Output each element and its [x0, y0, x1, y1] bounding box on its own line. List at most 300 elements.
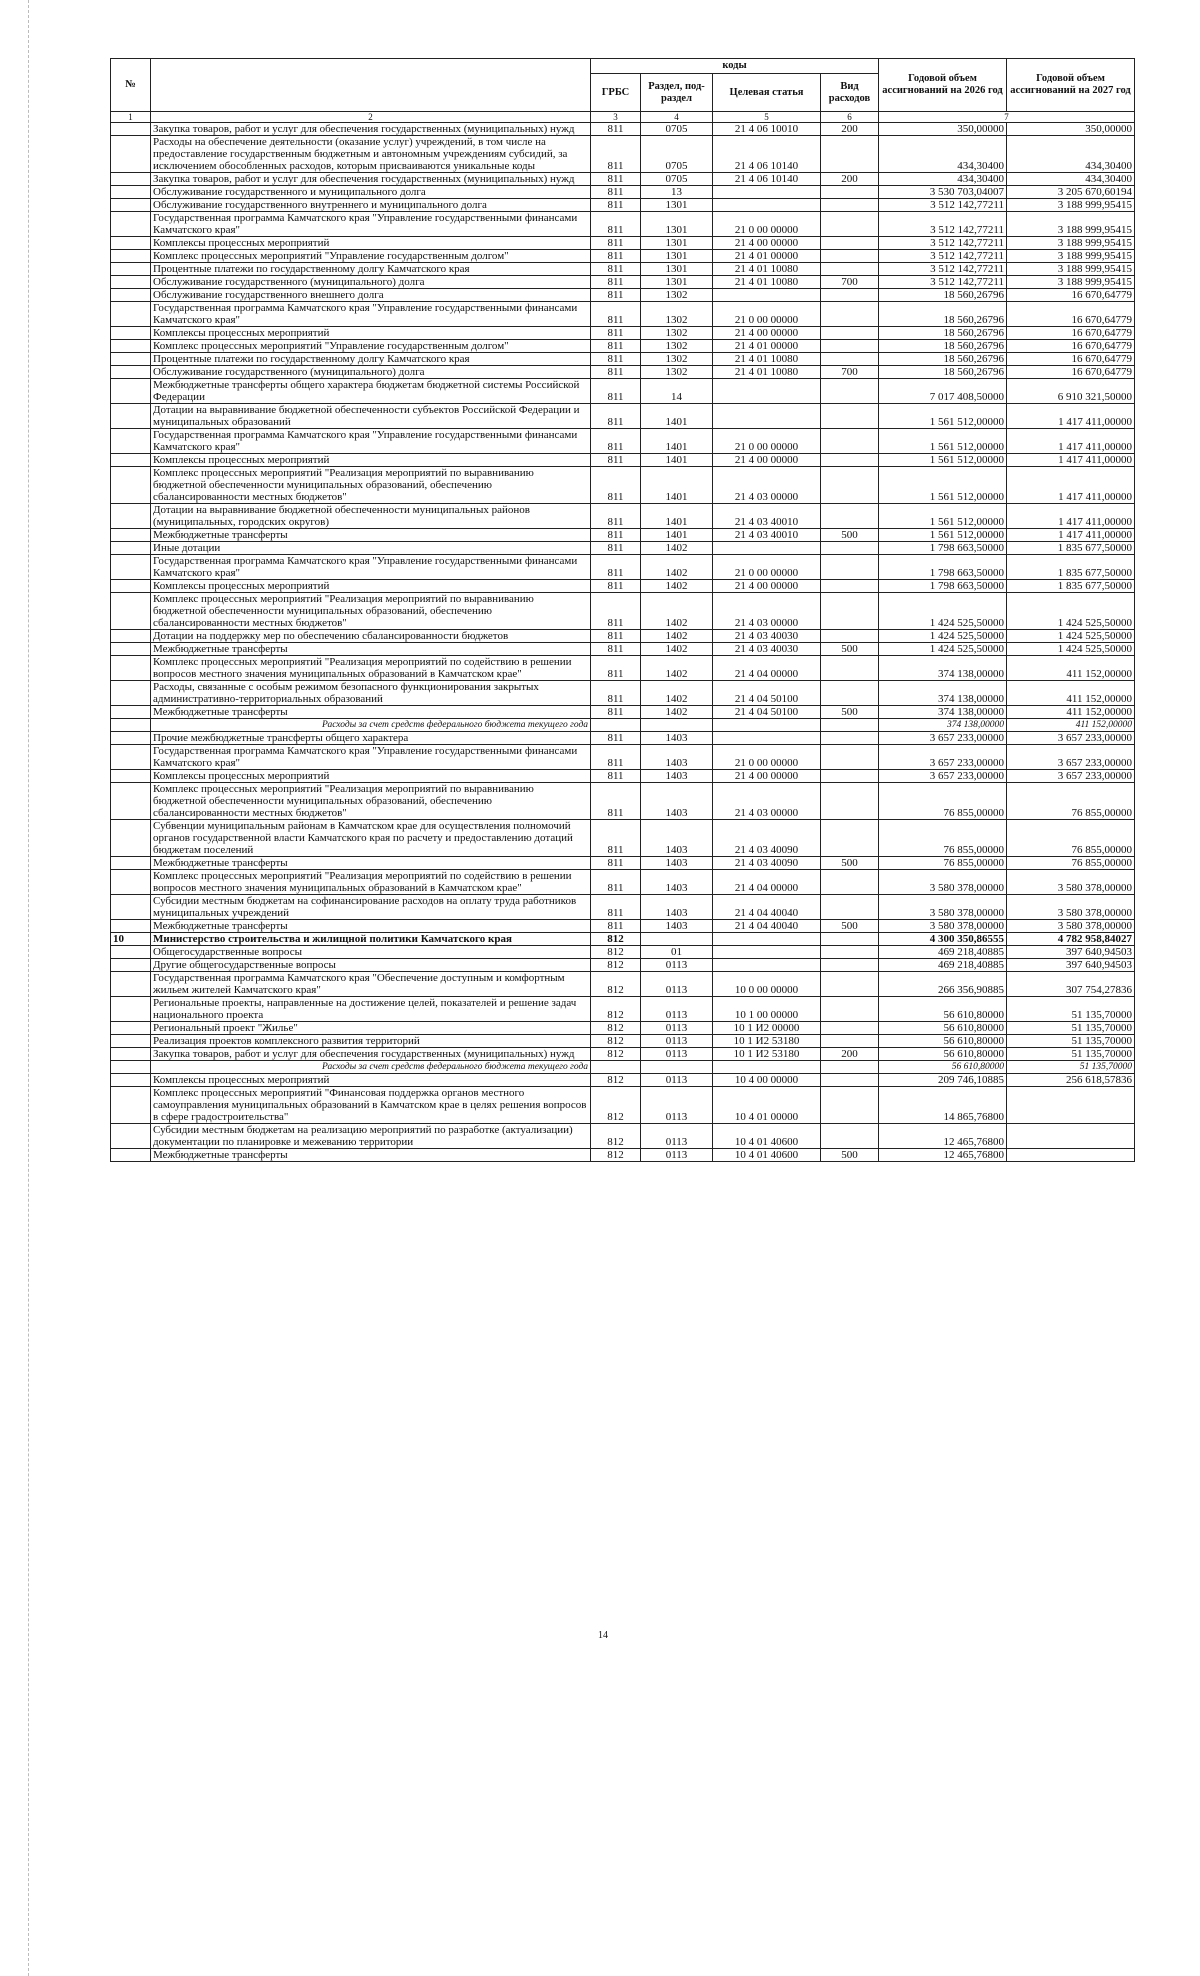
table-row	[111, 237, 1135, 250]
grbs-cell: 811	[591, 302, 641, 327]
target-cell	[713, 933, 821, 946]
col-number-header: №	[111, 59, 151, 112]
target-cell: 21 4 04 50100	[713, 706, 821, 719]
amount-2026-cell: 374 138,00000	[879, 656, 1007, 681]
type-cell	[821, 1124, 879, 1149]
row-number-cell	[111, 630, 151, 643]
table-row	[111, 580, 1135, 593]
amount-2027-cell: 51 135,70000	[1007, 1022, 1135, 1035]
row-number-cell	[111, 870, 151, 895]
section-cell: 0113	[641, 1074, 713, 1087]
row-number-cell	[111, 327, 151, 340]
section-cell: 1302	[641, 353, 713, 366]
row-number-cell	[111, 173, 151, 186]
grbs-cell: 812	[591, 1035, 641, 1048]
amount-2027-cell: 76 855,00000	[1007, 820, 1135, 857]
type-cell	[821, 504, 879, 529]
row-name-cell: Закупка товаров, работ и услуг для обеспечения государственных (муниципальных) нужд	[151, 1048, 591, 1061]
target-cell: 21 4 04 00000	[713, 870, 821, 895]
target-cell: 21 4 01 10080	[713, 276, 821, 289]
table-row	[111, 340, 1135, 353]
amount-2026-cell: 3 657 233,00000	[879, 732, 1007, 745]
target-cell	[713, 379, 821, 404]
amount-2026-cell: 3 580 378,00000	[879, 895, 1007, 920]
amount-2027-cell: 411 152,00000	[1007, 706, 1135, 719]
amount-2027-cell: 3 188 999,95415	[1007, 250, 1135, 263]
table-row	[111, 1074, 1135, 1087]
type-cell: 500	[821, 1149, 879, 1162]
target-cell	[713, 1061, 821, 1074]
section-cell: 1402	[641, 555, 713, 580]
row-number-cell	[111, 1149, 151, 1162]
amount-2026-cell: 3 512 142,77211	[879, 199, 1007, 212]
amount-2027-cell: 434,30400	[1007, 136, 1135, 173]
row-number-cell	[111, 340, 151, 353]
type-cell	[821, 959, 879, 972]
target-cell	[713, 186, 821, 199]
type-cell: 500	[821, 857, 879, 870]
budget-table	[110, 58, 1135, 1162]
row-number-cell	[111, 732, 151, 745]
amount-2027-cell: 76 855,00000	[1007, 783, 1135, 820]
type-cell	[821, 1022, 879, 1035]
amount-2027-cell: 350,00000	[1007, 123, 1135, 136]
table-row	[111, 404, 1135, 429]
index-cell: 1	[111, 112, 151, 123]
grbs-cell: 811	[591, 276, 641, 289]
target-cell	[713, 199, 821, 212]
amount-2026-cell: 76 855,00000	[879, 820, 1007, 857]
section-cell: 1301	[641, 199, 713, 212]
row-name-cell: Комплексы процессных мероприятий	[151, 1074, 591, 1087]
row-name-cell: Расходы на обеспечение деятельности (оказание услуг) учреждений, в том числе на предоставление государственным бюджетным и автономным учреждениям субсидий, за исключением обособленных расходов, которым присваиваются уникальные коды	[151, 136, 591, 173]
section-cell: 0113	[641, 1149, 713, 1162]
amount-2026-cell: 434,30400	[879, 173, 1007, 186]
row-name-cell: Субсидии местным бюджетам на софинансирование расходов на оплату труда работников муниципальных учреждений	[151, 895, 591, 920]
amount-2026-cell: 18 560,26796	[879, 327, 1007, 340]
section-cell: 1401	[641, 504, 713, 529]
section-cell: 0705	[641, 123, 713, 136]
amount-2026-cell: 469 218,40885	[879, 946, 1007, 959]
type-cell: 500	[821, 920, 879, 933]
amount-2026-cell: 18 560,26796	[879, 289, 1007, 302]
grbs-cell: 811	[591, 379, 641, 404]
target-cell	[713, 404, 821, 429]
row-name-cell: Реализация проектов комплексного развития территорий	[151, 1035, 591, 1048]
amount-2027-cell: 3 188 999,95415	[1007, 237, 1135, 250]
target-cell: 21 4 04 40040	[713, 895, 821, 920]
row-name-cell: Дотации на поддержку мер по обеспечению сбалансированности бюджетов	[151, 630, 591, 643]
section-cell: 1301	[641, 276, 713, 289]
row-number-cell	[111, 212, 151, 237]
type-cell	[821, 250, 879, 263]
grbs-cell: 811	[591, 745, 641, 770]
row-number-cell	[111, 681, 151, 706]
table-row	[111, 186, 1135, 199]
target-cell: 21 4 03 00000	[713, 783, 821, 820]
amount-2027-cell: 16 670,64779	[1007, 289, 1135, 302]
section-cell: 1401	[641, 529, 713, 542]
target-cell: 21 4 00 00000	[713, 770, 821, 783]
row-name-cell: Обслуживание государственного внутреннего и муниципального долга	[151, 199, 591, 212]
amount-2026-cell: 18 560,26796	[879, 366, 1007, 379]
grbs-cell: 811	[591, 186, 641, 199]
row-number-cell	[111, 706, 151, 719]
row-name-cell: Межбюджетные трансферты	[151, 706, 591, 719]
amount-2026-cell: 1 424 525,50000	[879, 630, 1007, 643]
grbs-cell: 812	[591, 959, 641, 972]
target-cell: 21 4 06 10140	[713, 173, 821, 186]
amount-2026-cell: 374 138,00000	[879, 719, 1007, 732]
table-row	[111, 1048, 1135, 1061]
row-number-cell	[111, 1087, 151, 1124]
row-name-cell: Межбюджетные трансферты	[151, 643, 591, 656]
target-cell: 21 4 01 00000	[713, 340, 821, 353]
table-row	[111, 250, 1135, 263]
amount-2026-cell: 3 512 142,77211	[879, 250, 1007, 263]
target-cell: 21 0 00 00000	[713, 212, 821, 237]
amount-2027-cell: 1 417 411,00000	[1007, 504, 1135, 529]
row-name-cell: Иные дотации	[151, 542, 591, 555]
target-cell: 21 4 03 40090	[713, 857, 821, 870]
type-cell	[821, 770, 879, 783]
grbs-cell: 811	[591, 770, 641, 783]
grbs-cell: 811	[591, 820, 641, 857]
target-cell: 21 4 06 10140	[713, 136, 821, 173]
target-cell: 21 4 00 00000	[713, 454, 821, 467]
grbs-cell: 811	[591, 289, 641, 302]
table-body	[111, 123, 1135, 1162]
codes-header: коды	[591, 59, 879, 74]
target-cell: 21 4 04 40040	[713, 920, 821, 933]
amount-2027-cell: 411 152,00000	[1007, 719, 1135, 732]
target-cell: 21 4 03 40030	[713, 630, 821, 643]
amount-2027-cell: 1 835 677,50000	[1007, 580, 1135, 593]
target-cell: 21 4 03 40010	[713, 529, 821, 542]
row-number-cell	[111, 1061, 151, 1074]
table-row	[111, 327, 1135, 340]
amount-2026-cell: 56 610,80000	[879, 1035, 1007, 1048]
amount-2027-cell	[1007, 1149, 1135, 1162]
amount-2027-cell: 1 424 525,50000	[1007, 643, 1135, 656]
section-cell: 1403	[641, 920, 713, 933]
row-name-cell: Государственная программа Камчатского края "Управление государственными финансами Камчатского края"	[151, 745, 591, 770]
amount-2027-cell: 1 424 525,50000	[1007, 630, 1135, 643]
section-cell: 0113	[641, 1035, 713, 1048]
target-cell: 21 4 03 40010	[713, 504, 821, 529]
amount-2027-cell: 1 835 677,50000	[1007, 555, 1135, 580]
table-row	[111, 783, 1135, 820]
target-cell	[713, 959, 821, 972]
index-cell: 7	[879, 112, 1135, 123]
type-cell	[821, 946, 879, 959]
table-row	[111, 173, 1135, 186]
row-number-cell	[111, 542, 151, 555]
row-number-cell	[111, 920, 151, 933]
table-row	[111, 732, 1135, 745]
type-cell	[821, 972, 879, 997]
amount-2026-cell: 1 561 512,00000	[879, 529, 1007, 542]
amount-2026-cell: 12 465,76800	[879, 1124, 1007, 1149]
section-cell: 1403	[641, 732, 713, 745]
type-cell	[821, 237, 879, 250]
target-cell: 10 1 И2 00000	[713, 1022, 821, 1035]
index-cell: 4	[641, 112, 713, 123]
grbs-cell: 811	[591, 656, 641, 681]
row-name-cell: Комплексы процессных мероприятий	[151, 327, 591, 340]
grbs-cell: 811	[591, 732, 641, 745]
grbs-cell: 811	[591, 681, 641, 706]
amount-2026-cell: 76 855,00000	[879, 857, 1007, 870]
amount-2027-cell	[1007, 1124, 1135, 1149]
section-cell: 1403	[641, 820, 713, 857]
amount-2027-cell: 1 417 411,00000	[1007, 404, 1135, 429]
grbs-cell: 811	[591, 353, 641, 366]
row-name-cell: Прочие межбюджетные трансферты общего характера	[151, 732, 591, 745]
target-cell: 21 4 00 00000	[713, 237, 821, 250]
grbs-cell: 811	[591, 630, 641, 643]
type-cell	[821, 429, 879, 454]
row-name-cell: Межбюджетные трансферты	[151, 920, 591, 933]
target-cell	[713, 289, 821, 302]
type-cell	[821, 1035, 879, 1048]
index-cell: 6	[821, 112, 879, 123]
table-row	[111, 302, 1135, 327]
section-cell: 1402	[641, 706, 713, 719]
row-name-cell: Комплексы процессных мероприятий	[151, 580, 591, 593]
type-cell	[821, 656, 879, 681]
target-cell: 10 1 00 00000	[713, 997, 821, 1022]
row-name-cell: Обслуживание государственного и муниципального долга	[151, 186, 591, 199]
type-cell	[821, 379, 879, 404]
row-name-cell: Комплекс процессных мероприятий "Реализация мероприятий по выравниванию бюджетной обеспеченности муниципальных образований, обеспечению сбалансированности местных бюджетов"	[151, 467, 591, 504]
row-number-cell	[111, 289, 151, 302]
type-cell	[821, 542, 879, 555]
amount-2026-cell: 1 798 663,50000	[879, 542, 1007, 555]
table-row	[111, 529, 1135, 542]
target-cell: 10 1 И2 53180	[713, 1048, 821, 1061]
section-cell: 1402	[641, 656, 713, 681]
amount-2026-cell: 1 561 512,00000	[879, 467, 1007, 504]
amount-2027-cell: 3 657 233,00000	[1007, 770, 1135, 783]
index-row	[111, 112, 1135, 123]
grbs-cell: 811	[591, 895, 641, 920]
type-cell: 700	[821, 366, 879, 379]
table-row	[111, 276, 1135, 289]
row-number-cell	[111, 959, 151, 972]
grbs-cell: 811	[591, 467, 641, 504]
grbs-cell: 811	[591, 212, 641, 237]
section-cell: 0113	[641, 1124, 713, 1149]
row-number-cell	[111, 1074, 151, 1087]
amount-2027-cell: 51 135,70000	[1007, 997, 1135, 1022]
target-cell: 21 0 00 00000	[713, 429, 821, 454]
amount-2027-cell: 256 618,57836	[1007, 1074, 1135, 1087]
grbs-cell: 811	[591, 706, 641, 719]
amount-2026-cell: 1 798 663,50000	[879, 580, 1007, 593]
type-cell	[821, 732, 879, 745]
type-cell	[821, 630, 879, 643]
row-name-cell: Комплекс процессных мероприятий "Реализация мероприятий по выравниванию бюджетной обеспеченности муниципальных образований, обеспечению сбалансированности местных бюджетов"	[151, 783, 591, 820]
row-number-cell	[111, 429, 151, 454]
amount-2027-cell: 6 910 321,50000	[1007, 379, 1135, 404]
section-cell	[641, 719, 713, 732]
table-row	[111, 1022, 1135, 1035]
row-name-cell: Межбюджетные трансферты	[151, 1149, 591, 1162]
amount-2026-cell: 374 138,00000	[879, 706, 1007, 719]
target-cell: 21 4 04 00000	[713, 656, 821, 681]
type-cell	[821, 870, 879, 895]
amount-2026-cell: 1 561 512,00000	[879, 454, 1007, 467]
section-cell: 1301	[641, 250, 713, 263]
row-number-cell	[111, 302, 151, 327]
grbs-cell: 811	[591, 593, 641, 630]
row-number-cell	[111, 250, 151, 263]
row-number-cell	[111, 504, 151, 529]
amount-2027-cell: 3 657 233,00000	[1007, 732, 1135, 745]
grbs-cell: 811	[591, 199, 641, 212]
grbs-cell: 811	[591, 340, 641, 353]
row-name-cell: Министерство строительства и жилищной политики Камчатского края	[151, 933, 591, 946]
row-name-cell: Государственная программа Камчатского края "Управление государственными финансами Камчатского края"	[151, 302, 591, 327]
table-row	[111, 1124, 1135, 1149]
amount-2026-cell: 3 657 233,00000	[879, 770, 1007, 783]
amount-2026-cell: 3 512 142,77211	[879, 237, 1007, 250]
amount-2026-cell: 1 561 512,00000	[879, 429, 1007, 454]
amount-2027-cell: 1 417 411,00000	[1007, 529, 1135, 542]
grbs-cell: 811	[591, 529, 641, 542]
grbs-cell: 811	[591, 173, 641, 186]
grbs-cell: 811	[591, 504, 641, 529]
grbs-cell: 811	[591, 429, 641, 454]
row-name-cell: Межбюджетные трансферты	[151, 529, 591, 542]
amount-2026-cell: 12 465,76800	[879, 1149, 1007, 1162]
row-name-cell: Комплекс процессных мероприятий "Финансовая поддержка органов местного самоуправления муниципальных образований в Камчатском крае в целях решения вопросов в сфере градостроительства"	[151, 1087, 591, 1124]
amount-2026-cell: 4 300 350,86555	[879, 933, 1007, 946]
table-row	[111, 656, 1135, 681]
grbs-cell: 811	[591, 237, 641, 250]
row-number-cell	[111, 123, 151, 136]
index-cell: 3	[591, 112, 641, 123]
table-row	[111, 706, 1135, 719]
target-cell: 21 4 03 40090	[713, 820, 821, 857]
amount-2026-cell: 56 610,80000	[879, 1061, 1007, 1074]
section-cell: 1401	[641, 454, 713, 467]
row-name-cell: Комплексы процессных мероприятий	[151, 237, 591, 250]
section-cell: 0113	[641, 959, 713, 972]
grbs-cell: 812	[591, 946, 641, 959]
type-cell: 500	[821, 706, 879, 719]
type-cell	[821, 1061, 879, 1074]
section-cell: 13	[641, 186, 713, 199]
table-row	[111, 895, 1135, 920]
amount-2027-cell: 16 670,64779	[1007, 327, 1135, 340]
row-number-cell	[111, 656, 151, 681]
grbs-cell: 811	[591, 250, 641, 263]
amount-2026-cell: 3 512 142,77211	[879, 276, 1007, 289]
target-cell: 10 0 00 00000	[713, 972, 821, 997]
section-cell: 01	[641, 946, 713, 959]
section-cell: 1301	[641, 263, 713, 276]
scan-edge-line	[28, 0, 29, 1976]
section-cell: 0705	[641, 136, 713, 173]
grbs-cell: 812	[591, 933, 641, 946]
table-row	[111, 199, 1135, 212]
grbs-cell: 811	[591, 783, 641, 820]
table-row	[111, 820, 1135, 857]
section-cell: 0113	[641, 1048, 713, 1061]
row-name-cell: Комплекс процессных мероприятий "Управление государственным долгом"	[151, 340, 591, 353]
type-cell	[821, 289, 879, 302]
amount-2026-cell: 3 657 233,00000	[879, 745, 1007, 770]
section-cell: 0113	[641, 972, 713, 997]
grbs-cell: 811	[591, 580, 641, 593]
index-cell: 5	[713, 112, 821, 123]
row-name-cell: Государственная программа Камчатского края "Управление государственными финансами Камчатского края"	[151, 429, 591, 454]
grbs-cell: 811	[591, 542, 641, 555]
table-row	[111, 719, 1135, 732]
amount-2027-cell: 1 417 411,00000	[1007, 429, 1135, 454]
index-cell: 2	[151, 112, 591, 123]
row-number-cell	[111, 593, 151, 630]
row-name-cell: Государственная программа Камчатского края "Управление государственными финансами Камчатского края"	[151, 212, 591, 237]
row-number-cell	[111, 186, 151, 199]
type-cell	[821, 820, 879, 857]
table-row	[111, 643, 1135, 656]
amount-2027-cell: 51 135,70000	[1007, 1061, 1135, 1074]
table-row	[111, 366, 1135, 379]
amount-2027-cell: 16 670,64779	[1007, 366, 1135, 379]
section-cell: 1302	[641, 366, 713, 379]
type-cell	[821, 454, 879, 467]
row-number-cell	[111, 276, 151, 289]
table-row	[111, 1149, 1135, 1162]
amount-2026-cell: 1 424 525,50000	[879, 593, 1007, 630]
grbs-cell: 811	[591, 123, 641, 136]
amount-2027-cell: 16 670,64779	[1007, 302, 1135, 327]
row-name-cell: Региональные проекты, направленные на достижение целей, показателей и решение задач национального проекта	[151, 997, 591, 1022]
table-row	[111, 123, 1135, 136]
amount-2027-cell: 1 424 525,50000	[1007, 593, 1135, 630]
amount-2027-cell: 3 188 999,95415	[1007, 199, 1135, 212]
target-cell: 10 4 00 00000	[713, 1074, 821, 1087]
type-cell	[821, 353, 879, 366]
amount-2027-cell: 3 188 999,95415	[1007, 263, 1135, 276]
amount-2027-cell: 411 152,00000	[1007, 656, 1135, 681]
table-row	[111, 997, 1135, 1022]
col-target-header: Целевая статья	[713, 74, 821, 112]
table-row	[111, 1035, 1135, 1048]
target-cell: 21 4 00 00000	[713, 580, 821, 593]
row-number-cell	[111, 237, 151, 250]
amount-2026-cell: 7 017 408,50000	[879, 379, 1007, 404]
section-cell: 1402	[641, 681, 713, 706]
row-number-cell	[111, 404, 151, 429]
type-cell	[821, 580, 879, 593]
amount-2027-cell: 3 188 999,95415	[1007, 276, 1135, 289]
section-cell: 0113	[641, 1022, 713, 1035]
section-cell	[641, 933, 713, 946]
table-row	[111, 946, 1135, 959]
amount-2027-cell: 3 205 670,60194	[1007, 186, 1135, 199]
target-cell: 21 4 00 00000	[713, 327, 821, 340]
col-type-header: Вид расходов	[821, 74, 879, 112]
row-number-cell	[111, 857, 151, 870]
row-number-cell	[111, 1124, 151, 1149]
table-row	[111, 857, 1135, 870]
table-row	[111, 770, 1135, 783]
row-number-cell	[111, 529, 151, 542]
